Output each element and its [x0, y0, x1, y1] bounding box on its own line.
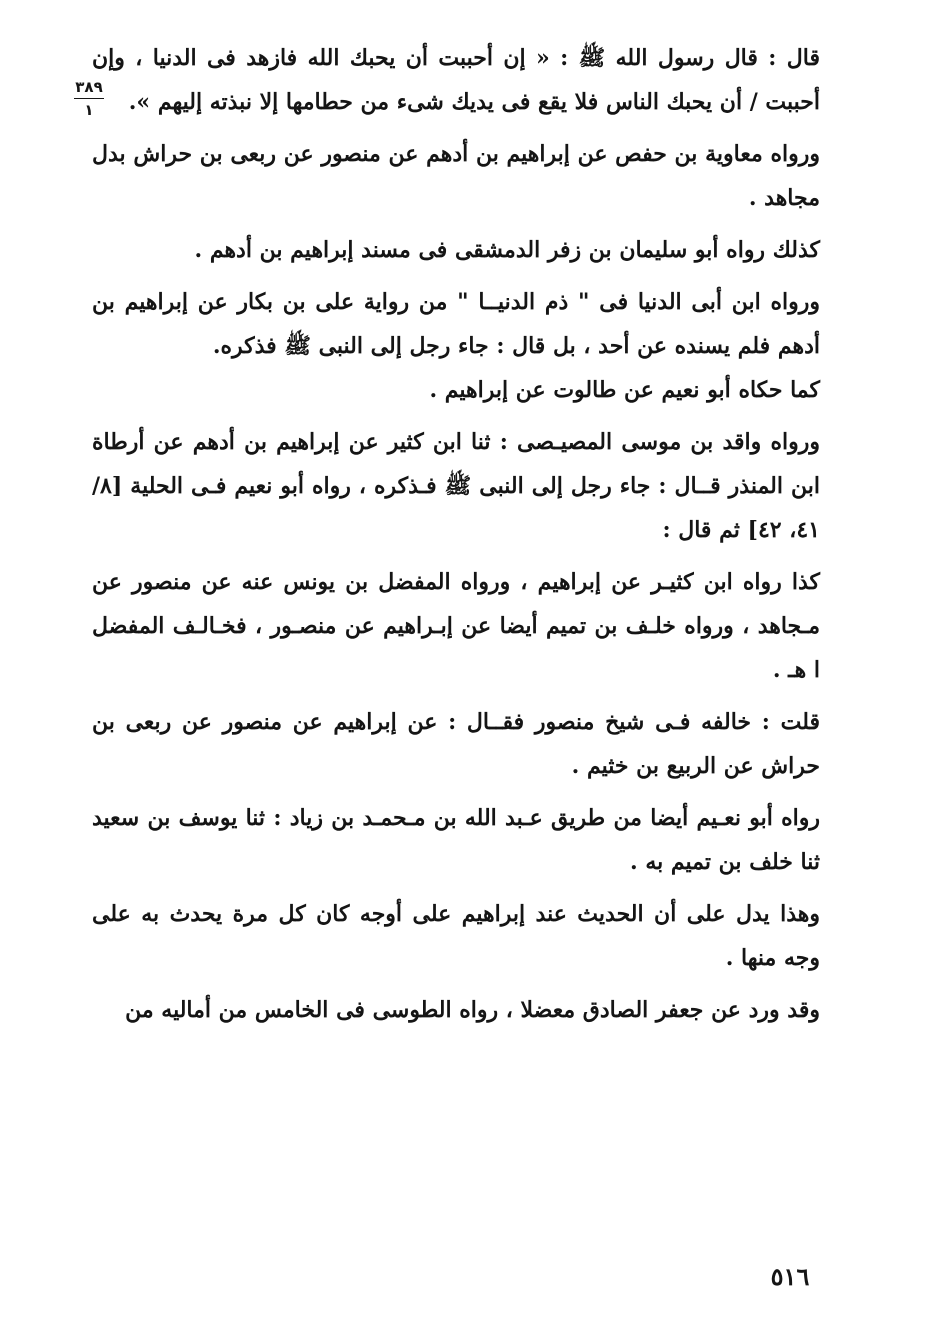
page-number: ٥١٦: [770, 1262, 810, 1291]
paragraph-10: [92, 892, 820, 980]
paragraph-6: [92, 420, 820, 552]
paragraph-1: [92, 36, 820, 124]
paragraph-text: كما حكاه أبو نعيم عن طالوت عن إبراهيم .: [429, 377, 820, 403]
paragraph-2: [92, 132, 820, 220]
paragraph-9: [92, 796, 820, 884]
paragraph-8: [92, 700, 820, 788]
paragraph-text: كذا رواه ابن كثيـر عن إبراهيم ، ورواه المفضل بن يونس عنه عن منصور عن مـجاهد ، ورواه خلـف بن تميم أيضا عن إبـراهيم عن منصـور ، فخـالـف المفضل ا هـ .: [92, 569, 820, 683]
paragraph-4: [92, 280, 820, 368]
paragraph-7: [92, 560, 820, 692]
paragraph-lead-qult: قلت :: [761, 709, 821, 735]
paragraph-text: قال : قال رسول الله ﷺ : « إن أحببت أن يحبك الله فازهد فى الدنيا ، وإن أحببت / أن يحبك الناس فلا يقع فى يديك شىء من حطامها إلا نبذته إليهم ».: [92, 45, 820, 115]
paragraph-text: وهذا يدل على أن الحديث عند إبراهيم على أوجه كان كل مرة يحدث به على وجه منها .: [92, 901, 820, 971]
paragraph-3: [92, 228, 820, 272]
paragraph-text: خالفه فـى شيخ منصور فقــال : عن إبراهيم عن منصور عن ربعى بن حراش عن الربيع بن خثيم .: [92, 709, 820, 779]
margin-reference-top: ٣٨٩: [74, 78, 104, 99]
paragraph-text: وقد ورد عن جعفر الصادق معضلا ، رواه الطوسى فى الخامس من أماليه من: [125, 997, 820, 1023]
paragraph-11: [92, 988, 820, 1032]
paragraph-text: كذلك رواه أبو سليمان بن زفر الدمشقى فى مسند إبراهيم بن أدهم .: [194, 237, 820, 263]
paragraph-text: ورواه ابن أبى الدنيا فى " ذم الدنيــا " من رواية على بن بكار عن إبراهيم بن أدهم فلم يسنده عن أحد ، بل قال : جاء رجل إلى النبى ﷺ فذكره.: [92, 289, 820, 359]
paragraph-text: رواه أبو نعـيم أيضا من طريق عـبد الله بن مـحمـد بن زياد : ثنا يوسف بن سعيد ثنا خلف بن تميم به .: [92, 805, 820, 875]
paragraph-text: ورواه واقد بن موسى المصيـصى : ثنا ابن كثير عن إبراهيم بن أدهم عن أرطاة ابن المنذر قــال : جاء رجل إلى النبى ﷺ فـذكره ، رواه أبو نعيم فـى الحلية [٨/ ٤١، ٤٢] ثم قال :: [92, 429, 820, 543]
body-text: [92, 36, 820, 1032]
paragraph-5: [92, 368, 820, 412]
paragraph-text: ورواه معاوية بن حفص عن إبراهيم بن أدهم عن منصور عن ربعى بن حراش بدل مجاهد .: [92, 141, 820, 211]
margin-reference-bottom: ١: [84, 101, 94, 119]
